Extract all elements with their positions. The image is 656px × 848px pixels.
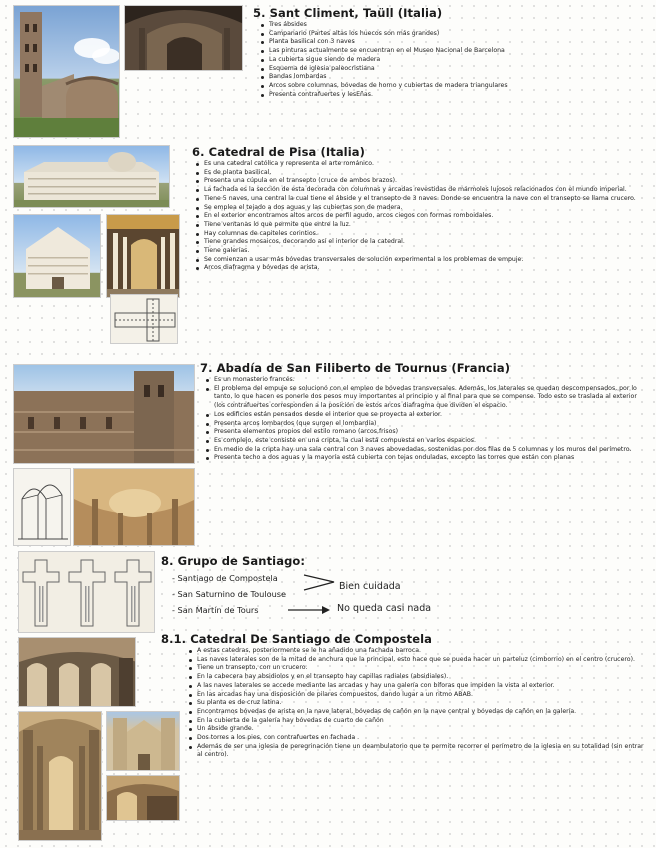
result-good-text: Bien cuidada <box>339 581 401 592</box>
list-item: Las pinturas actualmente se encuentran en el Museo Nacional de Barcelona <box>260 47 645 56</box>
list-item: Los edificios están pensados desde el interior que se proyecta al exterior. <box>205 411 645 420</box>
list-item: Presenta arcos lombardos (que surgen el lombardía) <box>205 420 645 429</box>
list-item: La cubierta sigue siendo de madera <box>260 56 645 65</box>
list-item: Un ábside grande. <box>188 725 646 734</box>
list-item: Campanario (Partes altas los huecos son más grandes) <box>260 30 645 39</box>
sant-climent-interior-photo <box>124 5 243 71</box>
santiago-long-nave-photo <box>18 711 102 841</box>
list-item: Tiene ventanas lo que permite que entre la luz. <box>195 221 647 230</box>
list-item: Además de ser una iglesia de peregrinación tiene un deambulatorio que te permite recorrer el perímetro de la iglesia en su totalidad (sin entrar al centro). <box>188 743 646 760</box>
list-item: Presenta una cúpula en el transepto (cruce de ambos brazos). <box>195 177 647 186</box>
section-8-1-title: 8.1. Catedral De Santiago de Compostela <box>161 632 432 646</box>
section-5-title: 5. Sant Climent, Taüll (Italia) <box>253 6 443 20</box>
list-item: Tiene grandes mosaicos, decorando así el interior de la catedral. <box>195 238 647 247</box>
group-item-san-saturnino: - San Saturnino de Toulouse <box>172 589 287 599</box>
list-item: La fachada es la sección de esta decorada con columnas y arcadas revestidas de mármoles lujosos relacionados con el mundo imperial. <box>195 186 647 195</box>
list-item: Su planta es de cruz latina. <box>188 699 646 708</box>
list-item: En medio de la cripta hay una sala central con 3 naves abovedadas, sostenidas por dos filas de 5 columnas y los muros del perímetro. <box>205 446 645 455</box>
list-item: Esquema de iglesia paleocristiana <box>260 65 645 74</box>
section-8-1-bullet-list <box>188 647 646 760</box>
santiago-nave-photo <box>18 637 136 707</box>
bracket-arrow-icon <box>302 572 338 594</box>
list-item: A las naves laterales se accede mediante las arcadas y hay una galería con bíforas que impiden la vista al exterior. <box>188 682 646 691</box>
pisa-cathedral-panorama-photo <box>13 145 170 208</box>
pisa-interior-photo <box>106 214 180 298</box>
list-item: Presenta techo a dos aguas y la mayoría está cubierta con tejas onduladas, excepto las torres que están con planas <box>205 454 645 463</box>
santiago-group-floor-plans <box>18 551 155 633</box>
list-item: Tiene 5 naves, una central la cual tiene el ábside y el transepto de 3 naves. Donde se encuentra la nave con el transepto se llama crucero. <box>195 195 647 204</box>
list-item: Es una catedral católica y representa el arte románico. <box>195 160 647 169</box>
list-item: Arcos diafragma y bóvedas de arista. <box>195 264 647 273</box>
section-6-title: 6. Catedral de Pisa (Italia) <box>192 145 365 159</box>
group-item-santiago: - Santiago de Compostela <box>172 573 278 583</box>
pisa-floor-plan <box>110 294 178 344</box>
section-6-bullet-list <box>195 160 647 273</box>
list-item: Arcos sobre columnas, bóvedas de horno y cubiertas de madera triangulares <box>260 82 645 91</box>
list-item: Planta basilical con 3 naves <box>260 38 645 47</box>
section-8-title: 8. Grupo de Santiago: <box>161 554 306 568</box>
section-5-bullet-list <box>260 21 645 99</box>
list-item: Dos torres a los pies, con contrafuertes en fachada . <box>188 734 646 743</box>
list-item: A estas catedras, posteriormente se le ha añadido una fachada barroca. <box>188 647 646 656</box>
arrow-right-icon <box>286 604 332 616</box>
list-item: Tiene galerías. <box>195 247 647 256</box>
group-item-san-martin: - San Martín de Tours <box>172 605 259 615</box>
list-item: En la cabecera hay absidiolos y en el transepto hay capillas radiales (absidiales). <box>188 673 646 682</box>
list-item: En la cubierta de la galería hay bóvedas de cuarto de cañón <box>188 717 646 726</box>
list-item: En el exterior encontramos altos arcos de perfil agudo, arcos ciegos con formas romboidales. <box>195 212 647 221</box>
tournus-crypt-interior-photo <box>73 468 195 546</box>
list-item: En las arcadas hay una disposición de pilares compuestos, dando lugar a un ritmo ABAB. <box>188 691 646 700</box>
list-item: El problema del empuje se solucionó con el empleo de bóvedas transversales. Además, los laterales se quedan descompensados, por lo tanto, lo que hacen es ponerle dos pesos muy importantes al principio y al final para que se compense. Todo esto se traslada al exterior (los contrafuertes corresponden a la posición de estos arcos diafragma que dividen el espacio. <box>205 385 645 411</box>
list-item: Tiene un transepto, con un crucero. <box>188 664 646 673</box>
sant-climent-exterior-photo <box>13 5 120 138</box>
list-item: Se comienzan a usar más bóvedas transversales de solución experimental a los problemas de empuje. <box>195 256 647 265</box>
section-7-title: 7. Abadía de San Filiberto de Tournus (Francia) <box>200 361 511 375</box>
list-item: Tres ábsides <box>260 21 645 30</box>
santiago-baroque-facade-photo <box>106 711 180 771</box>
pisa-facade-photo <box>13 214 101 298</box>
tournus-exterior-photo <box>13 364 195 464</box>
tournus-structure-drawing <box>13 468 71 546</box>
list-item: Encontramos bóvedas de arista en la nave lateral, bóvedas de cañón en la nave central y bóvedas de cañón en la galería. <box>188 708 646 717</box>
list-item: Se emplea el tejado a dos aguas y las cubiertas son de madera. <box>195 204 647 213</box>
list-item: Presenta elementos propios del estilo romano (arcos,frisos) <box>205 428 645 437</box>
list-item: Es complejo, este consiste en una cripta, la cual está compuesta en varios espacios. <box>205 437 645 446</box>
result-bad-text: No queda casi nada <box>337 603 432 614</box>
list-item: Es un monasterio francés. <box>205 376 645 385</box>
list-item: Bandas lombardas <box>260 73 645 82</box>
list-item: Presenta contrafuertes y lesEñas. <box>260 91 645 100</box>
list-item: Las naves laterales son de la mitad de anchura que la principal, esto hace que se pueda hacer un parteluz (cimborrio) en el centro (crucero). <box>188 656 646 665</box>
list-item: Es de planta basilical. <box>195 169 647 178</box>
section-7-bullet-list <box>205 376 645 463</box>
santiago-gallery-photo <box>106 775 180 821</box>
list-item: Hay columnas de capiteles corintios. <box>195 230 647 239</box>
